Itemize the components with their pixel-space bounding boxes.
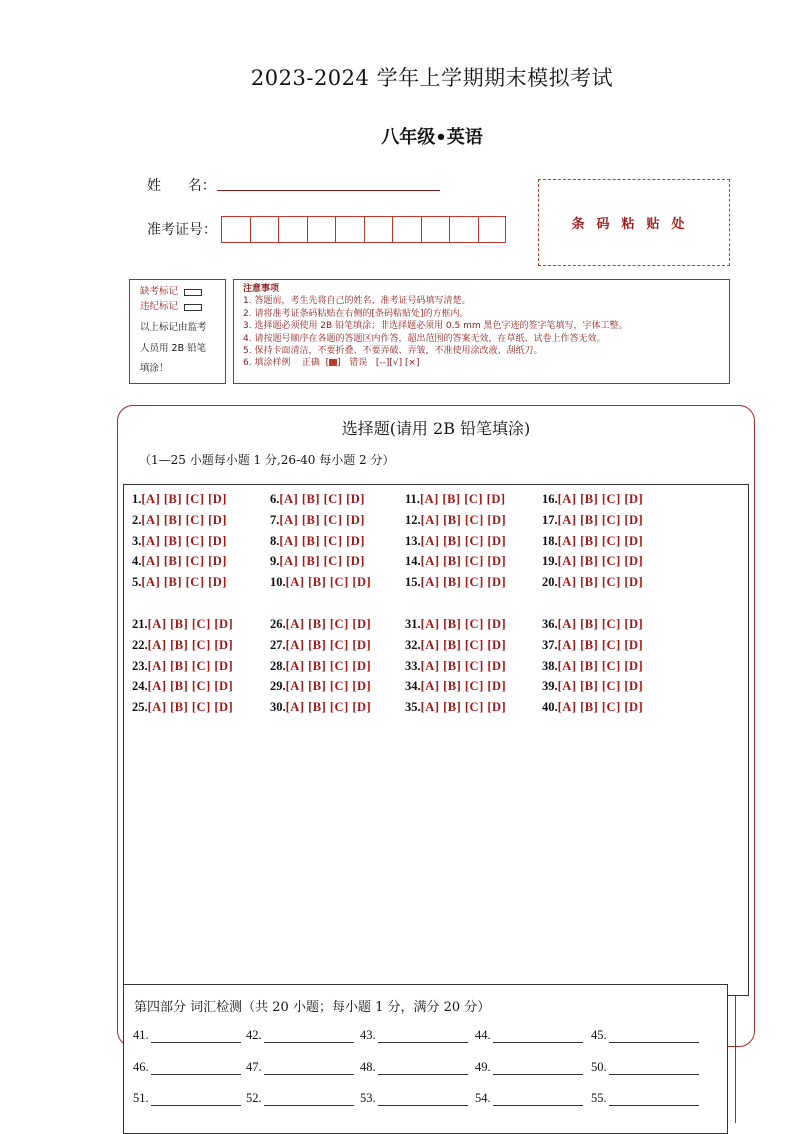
- answer-options[interactable]: [A] [B] [C] [D]: [557, 533, 644, 548]
- question-number: 11.: [405, 492, 420, 506]
- vocab-answer-item[interactable]: [133, 1028, 241, 1043]
- vocab-answer-item[interactable]: [360, 1060, 468, 1075]
- exam-number-digit-box[interactable]: [250, 216, 279, 243]
- answer-options[interactable]: [A] [B] [C] [D]: [557, 554, 644, 569]
- question-item[interactable]: [132, 513, 227, 528]
- answer-options[interactable]: [A] [B] [C] [D]: [285, 617, 372, 631]
- vocab-answer-line[interactable]: [493, 1093, 583, 1106]
- vocab-number: 46.: [133, 1060, 149, 1074]
- question-number: 36.: [542, 617, 558, 631]
- question-item[interactable]: [542, 617, 643, 632]
- vocab-number: 48.: [360, 1060, 376, 1074]
- question-item[interactable]: [405, 513, 506, 528]
- question-item[interactable]: [270, 513, 365, 528]
- answer-options[interactable]: [A] [B] [C] [D]: [285, 700, 372, 715]
- question-item[interactable]: [542, 679, 643, 694]
- question-item[interactable]: [270, 554, 365, 569]
- question-number: 24.: [132, 679, 148, 694]
- vocab-number: 49.: [475, 1060, 491, 1074]
- vocab-answer-item[interactable]: [475, 1028, 583, 1043]
- page-title: 2023-2024 学年上学期期末模拟考试: [250, 66, 614, 90]
- vocab-answer-item[interactable]: [591, 1028, 699, 1043]
- vocab-answer-line[interactable]: [264, 1062, 354, 1075]
- vocab-number: 44.: [475, 1028, 491, 1042]
- question-item[interactable]: [132, 554, 227, 569]
- question-item[interactable]: [405, 700, 506, 715]
- question-number: 8.: [270, 533, 280, 548]
- barcode-area: 条码粘贴处: [538, 179, 730, 266]
- question-number: 6.: [270, 492, 280, 506]
- vocab-number: 55.: [591, 1091, 607, 1105]
- notice-sample-row: 6. 填涂样例 正确 [ ] 错误 [--][√] [×]: [243, 358, 420, 369]
- question-item[interactable]: [542, 700, 643, 715]
- answer-options[interactable]: [A] [B] [C] [D]: [557, 617, 644, 631]
- answer-options[interactable]: [A] [B] [C] [D]: [285, 575, 372, 590]
- notice-title: 注意事项: [243, 284, 280, 294]
- question-number: 19.: [542, 554, 558, 569]
- divider: [735, 996, 736, 1123]
- vocab-number: 54.: [475, 1091, 491, 1105]
- vocab-answer-line[interactable]: [151, 1030, 241, 1043]
- question-item[interactable]: [542, 575, 643, 590]
- exam-number-digit-box[interactable]: [449, 216, 478, 243]
- answer-options[interactable]: [A] [B] [C] [D]: [419, 492, 506, 506]
- mark-box: [129, 279, 226, 384]
- question-item[interactable]: [270, 638, 371, 653]
- answer-options[interactable]: [A] [B] [C] [D]: [420, 554, 507, 569]
- answer-options[interactable]: [A] [B] [C] [D]: [141, 575, 227, 590]
- vocab-answer-item[interactable]: [360, 1091, 468, 1106]
- answer-options[interactable]: [A] [B] [C] [D]: [279, 492, 365, 506]
- question-item[interactable]: [270, 492, 365, 507]
- question-item[interactable]: [405, 659, 506, 674]
- notice-item: 5. 保持卡面清洁，不要折叠、不要弄破、弄皱，不准使用涂改液、刮纸刀。: [243, 346, 543, 357]
- answer-options[interactable]: [A] [B] [C] [D]: [147, 658, 234, 673]
- answer-options[interactable]: [A] [B] [C] [D]: [279, 533, 365, 548]
- answer-options[interactable]: [A] [B] [C] [D]: [557, 637, 644, 652]
- vocab-answer-line[interactable]: [378, 1030, 468, 1043]
- question-item[interactable]: [542, 554, 643, 569]
- exam-number-boxes[interactable]: [221, 216, 506, 243]
- answer-options[interactable]: [A] [B] [C] [D]: [147, 679, 234, 694]
- question-item[interactable]: [405, 617, 506, 632]
- answer-options[interactable]: [A] [B] [C] [D]: [141, 512, 227, 527]
- answer-options[interactable]: [A] [B] [C] [D]: [285, 658, 372, 673]
- vocab-answer-line[interactable]: [609, 1093, 699, 1106]
- vocab-answer-line[interactable]: [151, 1062, 241, 1075]
- absent-mark-bubble[interactable]: [184, 289, 202, 296]
- answer-options[interactable]: [A] [B] [C] [D]: [557, 700, 644, 715]
- divider: [117, 935, 118, 995]
- question-item[interactable]: [542, 534, 643, 549]
- question-item[interactable]: [405, 638, 506, 653]
- question-item[interactable]: [542, 659, 643, 674]
- vocab-number: 43.: [360, 1028, 376, 1042]
- exam-number-digit-box[interactable]: [335, 216, 364, 243]
- answer-options[interactable]: [A] [B] [C] [D]: [420, 512, 507, 527]
- answer-options[interactable]: [A] [B] [C] [D]: [147, 700, 234, 715]
- answer-options[interactable]: [A] [B] [C] [D]: [141, 533, 227, 548]
- vocab-answer-item[interactable]: [246, 1060, 354, 1075]
- answer-options[interactable]: [A] [B] [C] [D]: [279, 512, 365, 527]
- question-number: 2.: [132, 512, 142, 527]
- filled-square-icon: [329, 359, 337, 366]
- answer-options[interactable]: [A] [B] [C] [D]: [420, 679, 507, 694]
- answer-options[interactable]: [A] [B] [C] [D]: [420, 533, 507, 548]
- question-number: 10.: [270, 575, 286, 590]
- question-item[interactable]: [132, 638, 233, 653]
- question-number: 16.: [542, 492, 558, 506]
- answer-options[interactable]: [A] [B] [C] [D]: [420, 575, 507, 590]
- exam-number-digit-box[interactable]: [421, 216, 450, 243]
- question-number: 38.: [542, 658, 558, 673]
- vocab-answer-line[interactable]: [378, 1093, 468, 1106]
- question-item[interactable]: [542, 638, 643, 653]
- exam-number-digit-box[interactable]: [278, 216, 307, 243]
- answer-options[interactable]: [A] [B] [C] [D]: [141, 492, 227, 506]
- wrong-samples: [--][√] [×]: [375, 358, 420, 369]
- answer-options[interactable]: [A] [B] [C] [D]: [141, 554, 227, 569]
- question-number: 30.: [270, 700, 286, 715]
- answer-options[interactable]: [A] [B] [C] [D]: [557, 492, 644, 506]
- answer-options[interactable]: [A] [B] [C] [D]: [147, 617, 234, 631]
- question-item[interactable]: [405, 492, 506, 507]
- question-number: 15.: [405, 575, 421, 590]
- answer-options[interactable]: [A] [B] [C] [D]: [279, 554, 365, 569]
- exam-number-digit-box[interactable]: [364, 216, 393, 243]
- vocab-answer-item[interactable]: [591, 1060, 699, 1075]
- vocab-answer-item[interactable]: [246, 1028, 354, 1043]
- question-number: 20.: [542, 575, 558, 590]
- question-number: 3.: [132, 533, 142, 548]
- vocab-number: 41.: [133, 1028, 149, 1042]
- question-number: 18.: [542, 533, 558, 548]
- question-item[interactable]: [132, 575, 227, 590]
- vocab-answer-line[interactable]: [609, 1030, 699, 1043]
- exam-number-digit-box[interactable]: [307, 216, 336, 243]
- answer-options[interactable]: [A] [B] [C] [D]: [285, 637, 372, 652]
- vocab-number: 53.: [360, 1091, 376, 1105]
- answer-options[interactable]: [A] [B] [C] [D]: [147, 637, 234, 652]
- vocab-number: 50.: [591, 1060, 607, 1074]
- question-number: 13.: [405, 533, 421, 548]
- vocab-answer-item[interactable]: [246, 1091, 354, 1106]
- vocab-number: 42.: [246, 1028, 262, 1042]
- notice-item: 4. 请按题号顺序在各题的答题区内作答，超出范围的答案无效，在草纸、试卷上作答无效。: [243, 333, 606, 344]
- question-item[interactable]: [405, 534, 506, 549]
- question-number: 7.: [270, 512, 280, 527]
- vocab-answer-line[interactable]: [378, 1062, 468, 1075]
- question-number: 12.: [405, 512, 421, 527]
- question-item[interactable]: [405, 554, 506, 569]
- question-number: 40.: [542, 700, 558, 715]
- question-number: 25.: [132, 700, 148, 715]
- question-item[interactable]: [132, 700, 233, 715]
- vocab-answer-line[interactable]: [264, 1093, 354, 1106]
- answer-options[interactable]: [A] [B] [C] [D]: [557, 575, 644, 590]
- question-number: 28.: [270, 658, 286, 673]
- answer-options[interactable]: [A] [B] [C] [D]: [557, 658, 644, 673]
- absent-mark-label: 缺考标记: [140, 286, 179, 297]
- question-item[interactable]: [270, 679, 371, 694]
- correct-label: 正确: [301, 358, 320, 369]
- vocab-number: 52.: [246, 1091, 262, 1105]
- question-number: 37.: [542, 637, 558, 652]
- vocab-answer-item[interactable]: [475, 1091, 583, 1106]
- exam-number-digit-box[interactable]: [221, 216, 250, 243]
- question-item[interactable]: [270, 700, 371, 715]
- vocab-section-title: 第四部分 词汇检测（共 20 小题；每小题 1 分，满分 20 分）: [134, 1000, 491, 1015]
- vocab-answer-line[interactable]: [151, 1093, 241, 1106]
- question-number: 21.: [132, 617, 148, 631]
- vocab-answer-line[interactable]: [493, 1030, 583, 1043]
- question-number: 5.: [132, 575, 142, 590]
- vocab-answer-item[interactable]: [591, 1091, 699, 1106]
- choice-section-note: （1—25 小题每小题 1 分,26-40 每小题 2 分）: [139, 453, 395, 467]
- question-number: 14.: [405, 554, 421, 569]
- notice-item: 3. 选择题必须使用 2B 铅笔填涂；非选择题必须用 0.5 mm 黑色字迹的签字笔填写，字体工整。: [243, 321, 628, 332]
- question-number: 17.: [542, 512, 558, 527]
- answer-options[interactable]: [A] [B] [C] [D]: [557, 512, 644, 527]
- question-number: 4.: [132, 554, 142, 569]
- notice-item: 1. 答题前，考生先将自己的姓名、准考证号码填写清楚。: [243, 296, 471, 307]
- notice-item: 2. 请将准考证条码粘贴在右侧的[条码粘贴处]的方框内。: [243, 308, 469, 319]
- question-item[interactable]: [270, 534, 365, 549]
- mark-note-line: 填涂！: [140, 363, 169, 375]
- question-number: 23.: [132, 658, 148, 673]
- vocab-answer-item[interactable]: [133, 1091, 241, 1106]
- vocab-number: 45.: [591, 1028, 607, 1042]
- name-label: 姓 名：: [147, 178, 216, 194]
- question-item[interactable]: [270, 659, 371, 674]
- question-item[interactable]: [270, 617, 371, 632]
- name-field[interactable]: [217, 190, 440, 191]
- answer-options[interactable]: [A] [B] [C] [D]: [420, 637, 507, 652]
- question-item[interactable]: [542, 492, 643, 507]
- question-number: 26.: [270, 617, 286, 631]
- vocab-answer-item[interactable]: [360, 1028, 468, 1043]
- notice-box: [233, 279, 730, 384]
- question-item[interactable]: [405, 679, 506, 694]
- question-number: 9.: [270, 554, 280, 569]
- vocab-number: 51.: [133, 1091, 149, 1105]
- exam-number-digit-box[interactable]: [392, 216, 421, 243]
- sample-label: 6. 填涂样例: [243, 358, 291, 369]
- exam-number-label: 准考证号：: [147, 222, 217, 238]
- question-item[interactable]: [132, 617, 233, 632]
- question-item[interactable]: [132, 534, 227, 549]
- answer-options[interactable]: [A] [B] [C] [D]: [420, 658, 507, 673]
- vocab-answer-line[interactable]: [609, 1062, 699, 1075]
- question-number: 33.: [405, 658, 421, 673]
- wrong-label: 错误: [349, 358, 368, 369]
- vocab-answer-line[interactable]: [493, 1062, 583, 1075]
- choice-section-title: 选择题(请用 2B 铅笔填涂): [341, 419, 531, 438]
- question-number: 34.: [405, 679, 421, 694]
- question-item[interactable]: [132, 492, 227, 507]
- question-item[interactable]: [405, 575, 506, 590]
- question-number: 29.: [270, 679, 286, 694]
- question-number: 22.: [132, 637, 148, 652]
- vocab-answer-item[interactable]: [475, 1060, 583, 1075]
- answer-options[interactable]: [A] [B] [C] [D]: [420, 617, 507, 631]
- mark-note-line: 以上标记由监考: [140, 322, 207, 334]
- vocab-number: 47.: [246, 1060, 262, 1074]
- vocab-answer-line[interactable]: [264, 1030, 354, 1043]
- violation-mark-label: 违纪标记: [140, 300, 179, 312]
- question-number: 1.: [132, 492, 142, 506]
- question-number: 31.: [405, 617, 421, 631]
- page-subtitle: 八年级•英语: [381, 127, 483, 148]
- answer-options[interactable]: [A] [B] [C] [D]: [557, 679, 644, 694]
- question-item[interactable]: [542, 513, 643, 528]
- violation-mark-bubble[interactable]: [184, 304, 202, 311]
- question-number: 32.: [405, 637, 421, 652]
- answer-options[interactable]: [A] [B] [C] [D]: [420, 700, 507, 715]
- answer-options[interactable]: [A] [B] [C] [D]: [285, 679, 372, 694]
- question-item[interactable]: [132, 659, 233, 674]
- question-item[interactable]: [270, 575, 371, 590]
- exam-number-digit-box[interactable]: [478, 216, 507, 243]
- mark-note-line: 人员用 2B 铅笔: [140, 342, 207, 354]
- question-item[interactable]: [132, 679, 233, 694]
- vocab-answer-item[interactable]: [133, 1060, 241, 1075]
- question-number: 27.: [270, 637, 286, 652]
- question-number: 35.: [405, 700, 421, 715]
- question-number: 39.: [542, 679, 558, 694]
